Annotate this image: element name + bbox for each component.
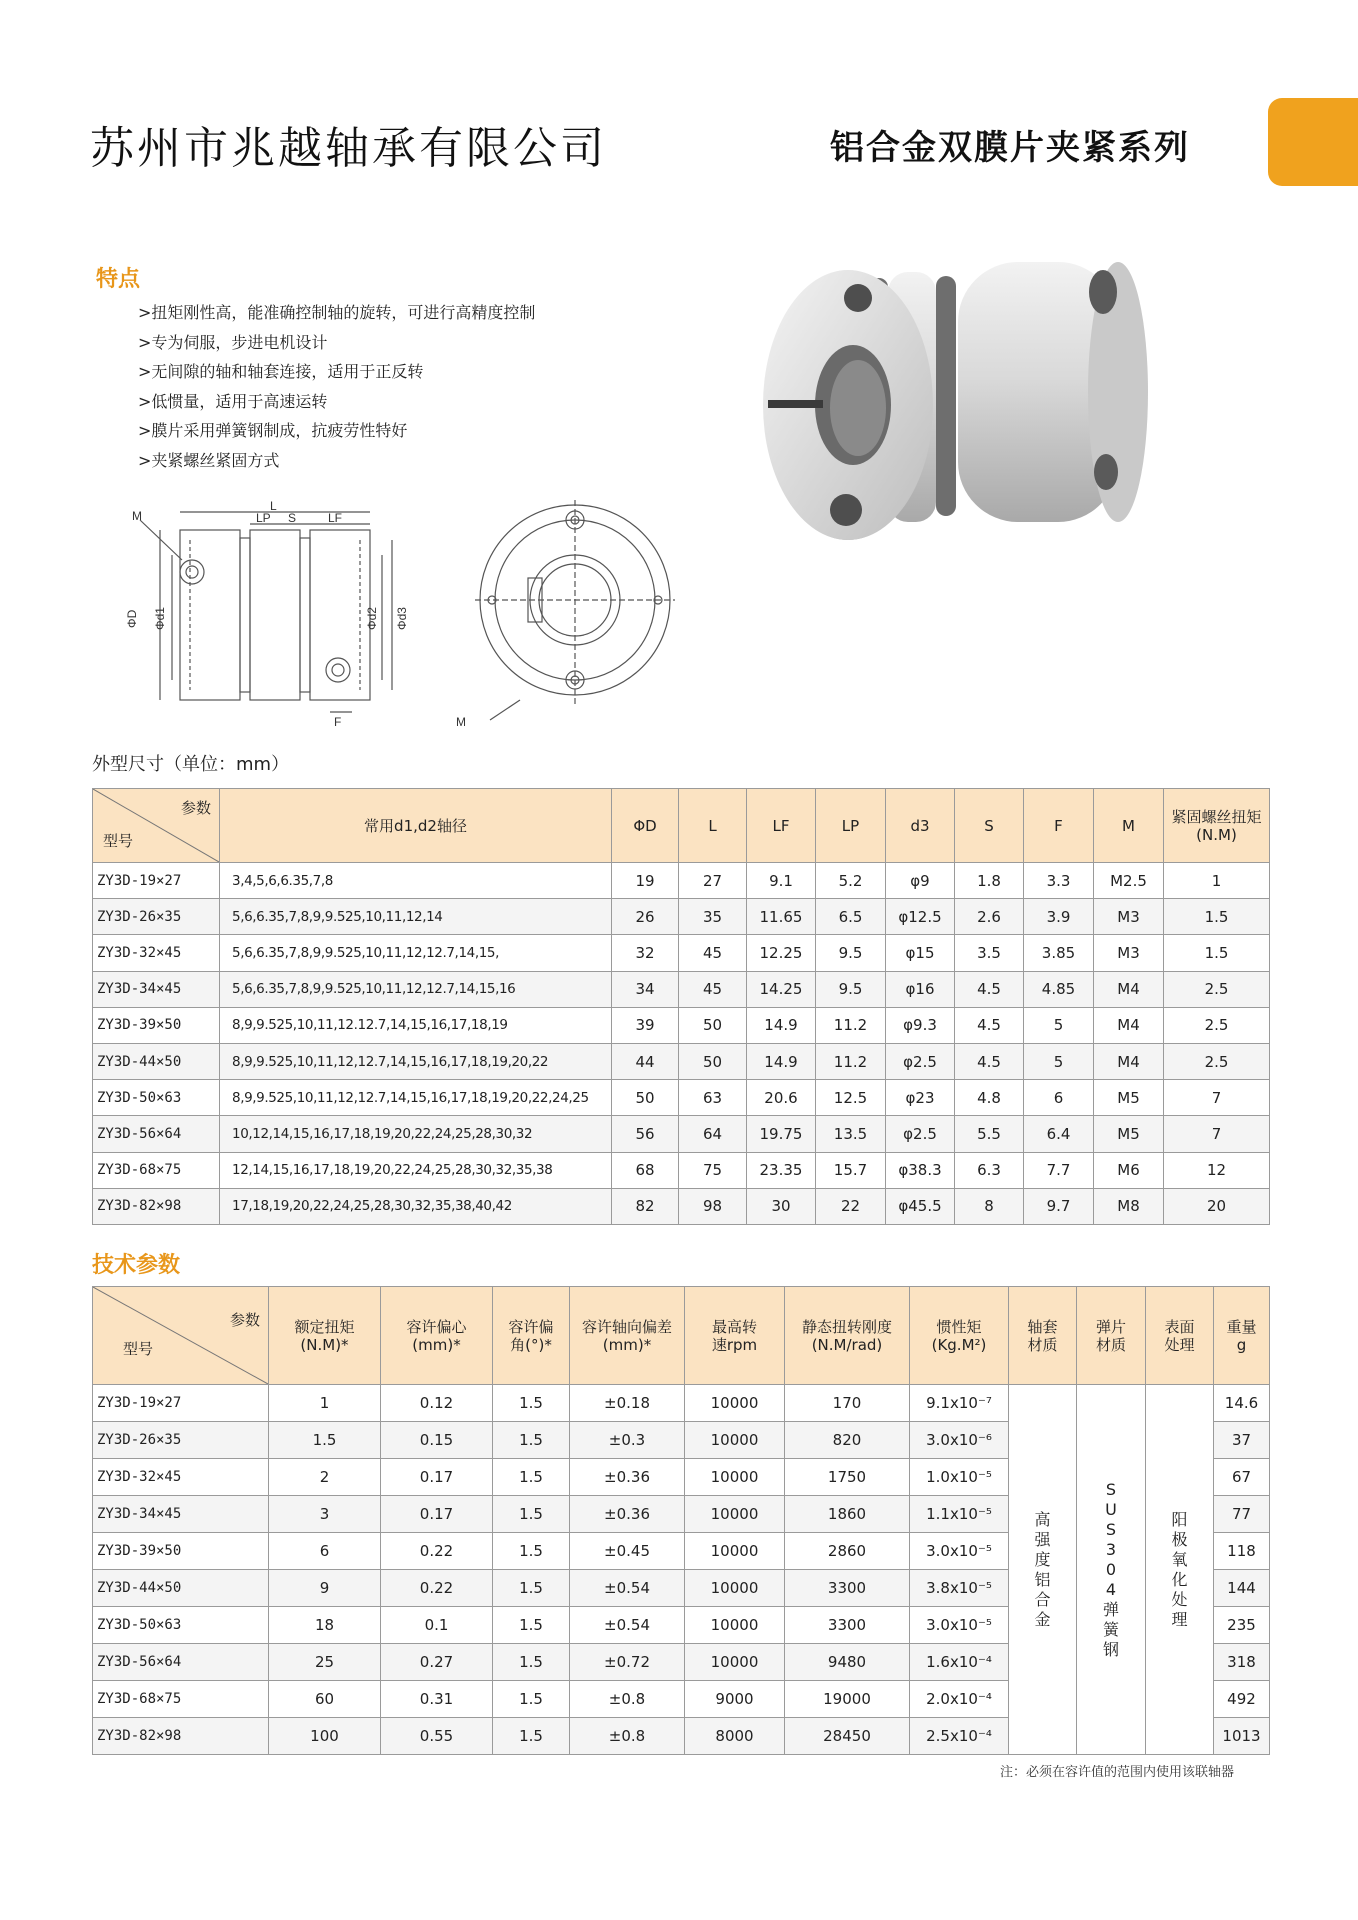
- page-tab: [1268, 98, 1358, 186]
- table-cell: 3.9: [1024, 899, 1094, 935]
- table-cell: 82: [612, 1188, 679, 1224]
- table-cell: 1.5: [1164, 935, 1270, 971]
- table-cell: 0.22: [381, 1570, 493, 1607]
- table-cell: φ9.3: [886, 1007, 955, 1043]
- table-cell: 1860: [785, 1496, 910, 1533]
- table-row: [93, 1080, 1270, 1116]
- table-cell: 820: [785, 1422, 910, 1459]
- table-cell: 1.5: [1164, 899, 1270, 935]
- model-cell: ZY3D-56×64: [93, 1644, 269, 1681]
- table-cell: 8000: [685, 1718, 785, 1755]
- series-title: 铝合金双膜片夹紧系列: [830, 128, 1190, 168]
- table-cell: 7: [1164, 1116, 1270, 1152]
- table-cell: 20.6: [747, 1080, 816, 1116]
- table-cell: 20: [1164, 1188, 1270, 1224]
- features-title: 特点: [96, 267, 141, 292]
- model-cell: ZY3D-34×45: [93, 1496, 269, 1533]
- table-cell: 12: [1164, 1152, 1270, 1188]
- model-cell: ZY3D-39×50: [93, 1007, 220, 1043]
- table-cell: 8: [955, 1188, 1024, 1224]
- table-cell: 6.3: [955, 1152, 1024, 1188]
- feature-item: >低惯量，适用于高速运转: [138, 391, 328, 411]
- table-cell: 1.5: [493, 1496, 570, 1533]
- dimensions-caption: 外型尺寸（单位：mm）: [92, 754, 290, 775]
- table-cell: 3.5: [955, 935, 1024, 971]
- table-cell: 19: [612, 863, 679, 899]
- table-row: [93, 971, 1270, 1007]
- model-cell: ZY3D-26×35: [93, 1422, 269, 1459]
- table-cell: ±0.54: [570, 1607, 685, 1644]
- table-cell: 68: [612, 1152, 679, 1188]
- table-cell: 75: [679, 1152, 747, 1188]
- feature-item: >夹紧螺丝紧固方式: [138, 450, 280, 470]
- model-cell: ZY3D-44×50: [93, 1043, 220, 1079]
- table-cell: 27: [679, 863, 747, 899]
- table-cell: 11.2: [816, 1043, 886, 1079]
- table-cell: 63: [679, 1080, 747, 1116]
- drawing-label-F: F: [334, 715, 342, 729]
- table-cell: 1.0x10⁻⁵: [910, 1459, 1009, 1496]
- corner-params-label: 参数: [180, 799, 211, 817]
- weight-cell: 1013: [1214, 1718, 1270, 1755]
- table-cell: 10000: [685, 1496, 785, 1533]
- drawing-label-M: M: [132, 509, 142, 523]
- table-cell: 3300: [785, 1607, 910, 1644]
- company-name: 苏州市兆越轴承有限公司: [90, 123, 607, 174]
- table-cell: φ9: [886, 863, 955, 899]
- table-cell: 2860: [785, 1533, 910, 1570]
- table-row: [93, 935, 1270, 971]
- col-header: 弹片材质: [1077, 1287, 1146, 1385]
- table-row: [93, 1007, 1270, 1043]
- col-header: 容许偏心(mm)*: [381, 1287, 493, 1385]
- table-row: [93, 1188, 1270, 1224]
- table-cell: φ16: [886, 971, 955, 1007]
- table-cell: 3.0x10⁻⁵: [910, 1607, 1009, 1644]
- table-cell: ±0.54: [570, 1570, 685, 1607]
- col-header: F: [1024, 789, 1094, 863]
- table-cell: 0.27: [381, 1644, 493, 1681]
- model-cell: ZY3D-50×63: [93, 1607, 269, 1644]
- table-cell: 2.5: [1164, 1007, 1270, 1043]
- feature-item: >膜片采用弹簧钢制成，抗疲劳性特好: [138, 421, 408, 440]
- table-cell: φ12.5: [886, 899, 955, 935]
- table-cell: 10000: [685, 1570, 785, 1607]
- table-cell: 10000: [685, 1385, 785, 1422]
- table-cell: 50: [612, 1080, 679, 1116]
- table-cell: 11.65: [747, 899, 816, 935]
- table-cell: 3.8x10⁻⁵: [910, 1570, 1009, 1607]
- weight-cell: 144: [1214, 1570, 1270, 1607]
- shaft-diameters-cell: 8,9,9.525,10,11,12,12.7,14,15,16,17,18,19,20,22: [220, 1043, 612, 1079]
- table-cell: 9.1: [747, 863, 816, 899]
- table-cell: 25: [269, 1644, 381, 1681]
- table-cell: 1.5: [493, 1459, 570, 1496]
- drawing-label-d1: Φd1: [153, 607, 167, 630]
- table-row: [93, 1385, 1270, 1422]
- table-cell: φ2.5: [886, 1116, 955, 1152]
- table-cell: ±0.3: [570, 1422, 685, 1459]
- table-cell: 3.3: [1024, 863, 1094, 899]
- model-cell: ZY3D-68×75: [93, 1152, 220, 1188]
- table-cell: 100: [269, 1718, 381, 1755]
- table-cell: 6: [269, 1533, 381, 1570]
- table-cell: 1.1x10⁻⁵: [910, 1496, 1009, 1533]
- col-header: 常用d1,d2轴径: [220, 789, 612, 863]
- table-cell: ±0.8: [570, 1681, 685, 1718]
- table-cell: 14.9: [747, 1007, 816, 1043]
- table-cell: M2.5: [1094, 863, 1164, 899]
- table-cell: 6.4: [1024, 1116, 1094, 1152]
- table-cell: 5.2: [816, 863, 886, 899]
- model-cell: ZY3D-82×98: [93, 1188, 220, 1224]
- model-cell: ZY3D-39×50: [93, 1533, 269, 1570]
- table-cell: M3: [1094, 899, 1164, 935]
- table-cell: 26: [612, 899, 679, 935]
- table-cell: 1.5: [493, 1681, 570, 1718]
- model-cell: ZY3D-68×75: [93, 1681, 269, 1718]
- corner-model-label: 型号: [123, 1340, 154, 1358]
- shaft-diameters-cell: 3,4,5,6,6.35,7,8: [220, 863, 612, 899]
- weight-cell: 492: [1214, 1681, 1270, 1718]
- table-cell: 60: [269, 1681, 381, 1718]
- model-cell: ZY3D-32×45: [93, 1459, 269, 1496]
- table-cell: 9: [269, 1570, 381, 1607]
- table-cell: 4.8: [955, 1080, 1024, 1116]
- model-cell: ZY3D-50×63: [93, 1080, 220, 1116]
- table-cell: 3.85: [1024, 935, 1094, 971]
- feature-item: >无间隙的轴和轴套连接，适用于正反转: [138, 362, 424, 381]
- shaft-diameters-cell: 8,9,9.525,10,11,12,12.7,14,15,16,17,18,19,20,22,24,25: [220, 1080, 612, 1116]
- table-cell: 12.5: [816, 1080, 886, 1116]
- model-cell: ZY3D-19×27: [93, 863, 220, 899]
- table-cell: 1.5: [493, 1570, 570, 1607]
- table-cell: 0.17: [381, 1459, 493, 1496]
- tech-body: [93, 1385, 1270, 1755]
- table-cell: 1.5: [493, 1533, 570, 1570]
- table-cell: 1.8: [955, 863, 1024, 899]
- table-cell: 23.35: [747, 1152, 816, 1188]
- col-header: d3: [886, 789, 955, 863]
- table-cell: 4.85: [1024, 971, 1094, 1007]
- table-cell: 2.5: [1164, 1043, 1270, 1079]
- table-cell: φ38.3: [886, 1152, 955, 1188]
- table-cell: 19.75: [747, 1116, 816, 1152]
- table-cell: 2.0x10⁻⁴: [910, 1681, 1009, 1718]
- col-header: 重量g: [1214, 1287, 1270, 1385]
- shaft-diameters-cell: 5,6,6.35,7,8,9,9.525,10,11,12,12.7,14,15,: [220, 935, 612, 971]
- table-cell: 0.15: [381, 1422, 493, 1459]
- table-cell: 28450: [785, 1718, 910, 1755]
- table-row: [93, 863, 1270, 899]
- table-cell: ±0.36: [570, 1459, 685, 1496]
- table-cell: 3.0x10⁻⁵: [910, 1533, 1009, 1570]
- vertical-text: SUS304弹簧钢: [1102, 1479, 1119, 1659]
- table-cell: 50: [679, 1043, 747, 1079]
- col-header: 容许偏角(°)*: [493, 1287, 570, 1385]
- feature-item: >专为伺服，步进电机设计: [138, 332, 328, 352]
- col-header: S: [955, 789, 1024, 863]
- table-cell: 2.5x10⁻⁴: [910, 1718, 1009, 1755]
- table-cell: 4.5: [955, 1007, 1024, 1043]
- table-cell: 10000: [685, 1533, 785, 1570]
- table-cell: 1.5: [493, 1422, 570, 1459]
- table-cell: 19000: [785, 1681, 910, 1718]
- feature-item: >扭矩刚性高，能准确控制轴的旋转，可进行高精度控制: [138, 303, 536, 322]
- usage-note: 注：必须在容许值的范围内使用该联轴器: [1000, 1765, 1235, 1780]
- table-cell: 0.55: [381, 1718, 493, 1755]
- table-cell: M4: [1094, 1043, 1164, 1079]
- col-header: 紧固螺丝扭矩(N.M): [1164, 789, 1270, 863]
- table-cell: 7.7: [1024, 1152, 1094, 1188]
- table-cell: 9000: [685, 1681, 785, 1718]
- table-cell: 2.6: [955, 899, 1024, 935]
- col-header: 表面处理: [1146, 1287, 1214, 1385]
- weight-cell: 77: [1214, 1496, 1270, 1533]
- weight-cell: 14.6: [1214, 1385, 1270, 1422]
- col-header: 额定扭矩(N.M)*: [269, 1287, 381, 1385]
- drawing-label-S: S: [288, 511, 297, 525]
- weight-cell: 118: [1214, 1533, 1270, 1570]
- table-cell: 6.5: [816, 899, 886, 935]
- drawing-label-LP: LP: [256, 511, 271, 525]
- tech-title: 技术参数: [92, 1253, 181, 1278]
- shaft-diameters-cell: 12,14,15,16,17,18,19,20,22,24,25,28,30,32,35,38: [220, 1152, 612, 1188]
- col-header: LP: [816, 789, 886, 863]
- table-cell: 4.5: [955, 1043, 1024, 1079]
- table-cell: 5: [1024, 1043, 1094, 1079]
- table-cell: 4.5: [955, 971, 1024, 1007]
- tech-table: [92, 1286, 1270, 1755]
- weight-cell: 318: [1214, 1644, 1270, 1681]
- table-cell: 0.1: [381, 1607, 493, 1644]
- dimensions-table: [92, 788, 1270, 1225]
- table-cell: 9.7: [1024, 1188, 1094, 1224]
- col-header: L: [679, 789, 747, 863]
- table-cell: φ23: [886, 1080, 955, 1116]
- table-cell: 3300: [785, 1570, 910, 1607]
- table-cell: 15.7: [816, 1152, 886, 1188]
- drawing-label-D: ΦD: [125, 609, 139, 628]
- vertical-text: 阳极氧化处理: [1171, 1509, 1188, 1629]
- table-row: [93, 1043, 1270, 1079]
- col-header: 轴套材质: [1009, 1287, 1077, 1385]
- table-cell: 34: [612, 971, 679, 1007]
- table-cell: 170: [785, 1385, 910, 1422]
- table-cell: 5: [1024, 1007, 1094, 1043]
- col-header: LF: [747, 789, 816, 863]
- drawing-label-L: L: [270, 500, 277, 513]
- model-cell: ZY3D-19×27: [93, 1385, 269, 1422]
- table-cell: M4: [1094, 971, 1164, 1007]
- table-cell: φ15: [886, 935, 955, 971]
- sleeve-material-cell: [1009, 1385, 1077, 1755]
- table-cell: 6: [1024, 1080, 1094, 1116]
- shaft-diameters-cell: 5,6,6.35,7,8,9,9.525,10,11,12,14: [220, 899, 612, 935]
- table-row: [93, 1116, 1270, 1152]
- technical-drawing: [120, 500, 720, 730]
- table-cell: 64: [679, 1116, 747, 1152]
- table-cell: 1.5: [493, 1385, 570, 1422]
- col-header: 惯性矩(Kg.M²): [910, 1287, 1009, 1385]
- table-cell: M6: [1094, 1152, 1164, 1188]
- table-cell: 3.0x10⁻⁶: [910, 1422, 1009, 1459]
- drawing-label-M2: M: [456, 715, 466, 729]
- surface-treatment-cell: [1146, 1385, 1214, 1755]
- spring-material-cell: [1077, 1385, 1146, 1755]
- weight-cell: 37: [1214, 1422, 1270, 1459]
- table-cell: 1.5: [269, 1422, 381, 1459]
- model-cell: ZY3D-34×45: [93, 971, 220, 1007]
- table-cell: ±0.45: [570, 1533, 685, 1570]
- table-cell: 0.12: [381, 1385, 493, 1422]
- table-cell: 39: [612, 1007, 679, 1043]
- table-cell: 45: [679, 971, 747, 1007]
- table-row: [93, 1152, 1270, 1188]
- table-cell: ±0.36: [570, 1496, 685, 1533]
- table-cell: 0.31: [381, 1681, 493, 1718]
- table-cell: M4: [1094, 1007, 1164, 1043]
- table-cell: 9.5: [816, 971, 886, 1007]
- dimensions-body: [93, 863, 1270, 1225]
- table-cell: ±0.18: [570, 1385, 685, 1422]
- table-cell: 50: [679, 1007, 747, 1043]
- table-cell: 30: [747, 1188, 816, 1224]
- table-cell: 0.22: [381, 1533, 493, 1570]
- table-cell: 35: [679, 899, 747, 935]
- table-cell: φ45.5: [886, 1188, 955, 1224]
- model-cell: ZY3D-32×45: [93, 935, 220, 971]
- table-cell: 3: [269, 1496, 381, 1533]
- table-cell: 12.25: [747, 935, 816, 971]
- table-cell: 5.5: [955, 1116, 1024, 1152]
- tech-corner-header: [93, 1287, 269, 1385]
- table-cell: 98: [679, 1188, 747, 1224]
- table-cell: 14.9: [747, 1043, 816, 1079]
- features-list: [138, 298, 535, 475]
- table-cell: 1.5: [493, 1718, 570, 1755]
- table-cell: 9.5: [816, 935, 886, 971]
- table-cell: 1.6x10⁻⁴: [910, 1644, 1009, 1681]
- table-cell: φ2.5: [886, 1043, 955, 1079]
- table-row: [93, 899, 1270, 935]
- table-cell: 2: [269, 1459, 381, 1496]
- vertical-text: 高强度铝合金: [1034, 1509, 1051, 1629]
- table-cell: 10000: [685, 1422, 785, 1459]
- table-cell: 45: [679, 935, 747, 971]
- table-cell: 10000: [685, 1459, 785, 1496]
- col-header: ΦD: [612, 789, 679, 863]
- table-cell: ±0.8: [570, 1718, 685, 1755]
- corner-model-label: 型号: [103, 832, 134, 850]
- table-cell: ±0.72: [570, 1644, 685, 1681]
- table-cell: 14.25: [747, 971, 816, 1007]
- table-cell: 13.5: [816, 1116, 886, 1152]
- dimensions-corner-header: [93, 789, 220, 863]
- table-cell: 32: [612, 935, 679, 971]
- table-cell: 2.5: [1164, 971, 1270, 1007]
- weight-cell: 235: [1214, 1607, 1270, 1644]
- table-cell: 1: [1164, 863, 1270, 899]
- table-cell: 10000: [685, 1607, 785, 1644]
- table-cell: 44: [612, 1043, 679, 1079]
- col-header: 容许轴向偏差(mm)*: [570, 1287, 685, 1385]
- table-cell: 1.5: [493, 1607, 570, 1644]
- table-cell: 1.5: [493, 1644, 570, 1681]
- drawing-label-LF: LF: [328, 511, 343, 525]
- table-cell: 9480: [785, 1644, 910, 1681]
- table-cell: 18: [269, 1607, 381, 1644]
- table-cell: 11.2: [816, 1007, 886, 1043]
- model-cell: ZY3D-82×98: [93, 1718, 269, 1755]
- table-cell: 1750: [785, 1459, 910, 1496]
- shaft-diameters-cell: 10,12,14,15,16,17,18,19,20,22,24,25,28,30,32: [220, 1116, 612, 1152]
- weight-cell: 67: [1214, 1459, 1270, 1496]
- shaft-diameters-cell: 5,6,6.35,7,8,9,9.525,10,11,12,12.7,14,15,16: [220, 971, 612, 1007]
- table-cell: M8: [1094, 1188, 1164, 1224]
- table-cell: 9.1x10⁻⁷: [910, 1385, 1009, 1422]
- col-header: 最高转速rpm: [685, 1287, 785, 1385]
- table-cell: 56: [612, 1116, 679, 1152]
- table-cell: M5: [1094, 1080, 1164, 1116]
- model-cell: ZY3D-44×50: [93, 1570, 269, 1607]
- drawing-label-d2: Φd2: [365, 607, 379, 630]
- model-cell: ZY3D-56×64: [93, 1116, 220, 1152]
- model-cell: ZY3D-26×35: [93, 899, 220, 935]
- coupling-photo: [758, 240, 1158, 580]
- table-cell: 0.17: [381, 1496, 493, 1533]
- corner-params-label: 参数: [229, 1311, 260, 1329]
- col-header: M: [1094, 789, 1164, 863]
- table-cell: 7: [1164, 1080, 1270, 1116]
- table-cell: 22: [816, 1188, 886, 1224]
- shaft-diameters-cell: 17,18,19,20,22,24,25,28,30,32,35,38,40,42: [220, 1188, 612, 1224]
- col-header: 静态扭转刚度(N.M/rad): [785, 1287, 910, 1385]
- shaft-diameters-cell: 8,9,9.525,10,11,12.12.7,14,15,16,17,18,19: [220, 1007, 612, 1043]
- drawing-label-d3: Φd3: [395, 607, 409, 630]
- table-cell: M3: [1094, 935, 1164, 971]
- table-cell: 10000: [685, 1644, 785, 1681]
- table-cell: 1: [269, 1385, 381, 1422]
- table-cell: M5: [1094, 1116, 1164, 1152]
